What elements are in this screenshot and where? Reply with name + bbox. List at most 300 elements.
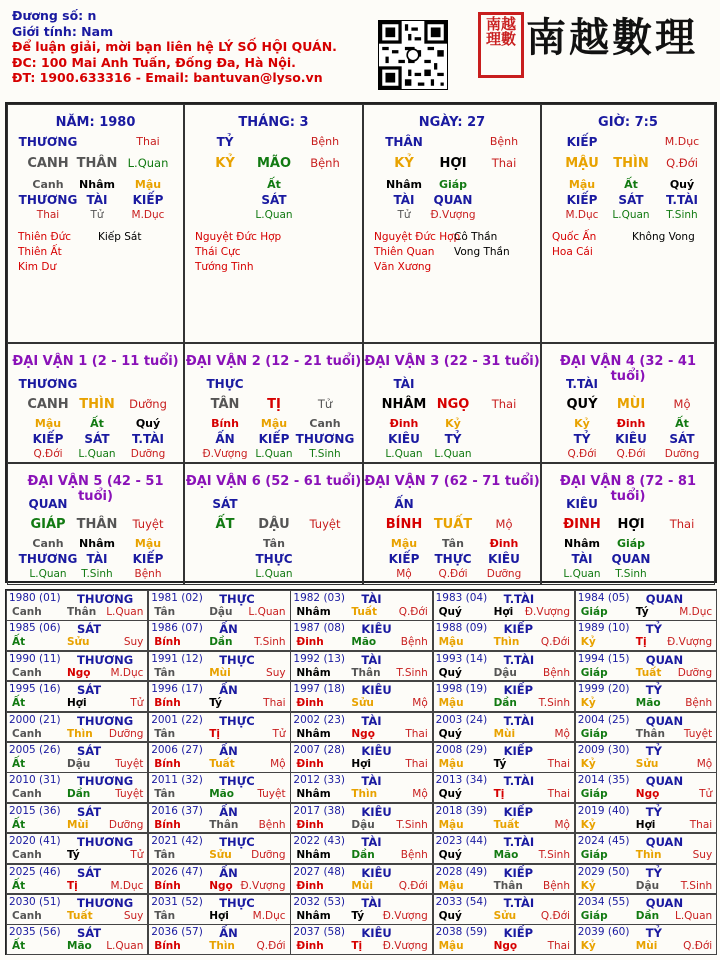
life-stage: Q.Đới bbox=[398, 606, 428, 618]
ten-god: T.TÀI bbox=[503, 713, 535, 728]
cell-item: Đinh bbox=[489, 537, 519, 550]
cell-item: CANH bbox=[27, 156, 69, 171]
cell-item: L.Quan bbox=[255, 568, 293, 580]
ten-god: KIÊU bbox=[361, 683, 392, 698]
stem: Nhâm bbox=[296, 849, 331, 862]
cell-item: CANH bbox=[27, 397, 69, 412]
year-label: 1993 (14) bbox=[435, 652, 488, 665]
branch: Dậu bbox=[209, 606, 233, 618]
life-stage: Mộ bbox=[412, 697, 428, 710]
year-cell bbox=[148, 924, 290, 955]
ten-god: THƯƠNG bbox=[77, 896, 134, 910]
stem: Quý bbox=[438, 727, 462, 740]
star-label: Kim Dư bbox=[18, 261, 57, 273]
ten-god: KIÊU bbox=[361, 622, 392, 637]
cell-item: Thai bbox=[491, 397, 517, 411]
life-stage: Dưỡng bbox=[108, 727, 144, 740]
ten-god: THỰC bbox=[219, 896, 255, 910]
year-label: 2024 (45) bbox=[577, 835, 630, 848]
cell-item: Mậu bbox=[260, 417, 288, 430]
cell-item: KIẾP bbox=[566, 193, 598, 207]
ten-god: ẤN bbox=[219, 865, 238, 880]
life-stage: T.Sinh bbox=[396, 666, 428, 679]
cell-title: THÁNG: 3 bbox=[238, 115, 309, 130]
cell-item: THỰC bbox=[206, 377, 244, 391]
cell-item: NHÂM bbox=[381, 397, 427, 412]
stem: Canh bbox=[12, 606, 42, 618]
stem: Kỷ bbox=[580, 818, 596, 831]
cell-item: Đ.Vượng bbox=[430, 209, 476, 221]
cell-item: THƯƠNG bbox=[295, 432, 355, 446]
star-label: Vong Thần bbox=[454, 246, 510, 258]
year-label: 2011 (32) bbox=[151, 774, 203, 787]
branch: Tuất bbox=[67, 910, 93, 922]
life-stage: Thai bbox=[405, 727, 428, 740]
cell-item: KIẾP bbox=[258, 432, 290, 446]
life-stage: Suy bbox=[123, 636, 144, 649]
ten-god: QUAN bbox=[645, 896, 684, 910]
cell-item: Mậu bbox=[134, 537, 162, 550]
year-label: 2037 (58) bbox=[293, 926, 346, 939]
cell-item: Q.Đới bbox=[33, 448, 63, 460]
life-stage: Tuyệt bbox=[115, 788, 144, 801]
cell-item: Tuyệt bbox=[132, 517, 164, 531]
ten-god: KIÊU bbox=[361, 865, 392, 880]
ten-god: QUAN bbox=[645, 774, 684, 789]
ten-god: SÁT bbox=[77, 865, 102, 880]
cell-item: THỰC bbox=[255, 552, 293, 566]
year-cell bbox=[575, 651, 717, 682]
branch: Tuất bbox=[351, 606, 377, 618]
ten-god: QUAN bbox=[645, 592, 684, 606]
cell-item: Đinh bbox=[616, 417, 646, 430]
dai-van-2 bbox=[184, 343, 363, 463]
cell-item: L.Quan bbox=[78, 448, 116, 460]
year-cell bbox=[433, 742, 575, 773]
year-label: 2025 (46) bbox=[9, 865, 61, 878]
year-label: 2019 (40) bbox=[577, 804, 630, 817]
cell-item: MÙI bbox=[616, 397, 646, 412]
stem: Giáp bbox=[580, 727, 608, 740]
year-label: 2033 (54) bbox=[435, 896, 488, 908]
ten-god: T.TÀI bbox=[503, 774, 535, 789]
cell-item: Kỷ bbox=[574, 417, 590, 430]
cell-item: Dưỡng bbox=[129, 397, 167, 411]
year-cell bbox=[148, 681, 290, 712]
year-label: 1991 (12) bbox=[151, 652, 203, 665]
ten-god: ẤN bbox=[219, 744, 238, 758]
year-cell bbox=[290, 894, 432, 925]
branch: Mùi bbox=[209, 666, 231, 679]
stem: Nhâm bbox=[296, 910, 331, 922]
year-label: 2018 (39) bbox=[435, 804, 488, 817]
year-cell bbox=[433, 833, 575, 864]
cell-item: TỶ bbox=[573, 432, 591, 446]
branch: Mão bbox=[493, 849, 519, 862]
cell-item: T.TÀI bbox=[132, 432, 164, 446]
life-stage: Tử bbox=[130, 697, 144, 710]
year-label: 2022 (43) bbox=[293, 835, 346, 848]
life-stage: Tuyệt bbox=[257, 788, 286, 801]
cell-item: TÀI bbox=[86, 552, 108, 566]
life-stage: L.Quan bbox=[248, 606, 286, 618]
year-label: 2031 (52) bbox=[151, 896, 203, 908]
year-cell bbox=[575, 833, 717, 864]
branch: Dậu bbox=[493, 666, 517, 679]
life-stage: Bệnh bbox=[543, 666, 570, 679]
stem: Ất bbox=[12, 940, 26, 953]
branch: Sửu bbox=[493, 910, 517, 922]
branch: Tị bbox=[351, 940, 363, 953]
branch: Hợi bbox=[67, 697, 87, 710]
life-stage: Suy bbox=[266, 666, 286, 679]
ten-god: T.TÀI bbox=[503, 896, 535, 910]
cell-item: Giáp bbox=[438, 178, 468, 191]
ten-god: SÁT bbox=[77, 804, 102, 819]
branch: Thân bbox=[209, 818, 239, 831]
cell-item: TÀI bbox=[571, 552, 593, 566]
cell-item: Canh bbox=[32, 178, 64, 191]
life-stage: T.Sinh bbox=[254, 636, 286, 649]
ten-god: SÁT bbox=[77, 926, 102, 941]
stem: Kỷ bbox=[580, 636, 596, 649]
life-stage: Mộ bbox=[696, 758, 713, 770]
life-stage: Q.Đới bbox=[398, 879, 428, 892]
life-stage: M.Dục bbox=[679, 606, 713, 618]
life-stage: Thai bbox=[547, 788, 570, 801]
branch: Dậu bbox=[635, 879, 660, 892]
chart-table bbox=[5, 102, 717, 583]
year-cell bbox=[575, 742, 717, 773]
year-label: 1995 (16) bbox=[9, 683, 61, 696]
year-cell bbox=[290, 833, 432, 864]
stem: Giáp bbox=[580, 849, 608, 862]
stem: Quý bbox=[438, 849, 462, 862]
stem: Canh bbox=[12, 849, 42, 862]
dai-van-6 bbox=[184, 463, 363, 585]
branch: Ngọ bbox=[209, 879, 233, 892]
cell-item: T.TÀI bbox=[666, 193, 698, 207]
life-stage: Mộ bbox=[270, 758, 286, 770]
year-label: 2014 (35) bbox=[577, 774, 630, 787]
cell-item: Quý bbox=[135, 417, 161, 430]
ten-god: TÀI bbox=[361, 896, 382, 910]
year-cell bbox=[433, 590, 575, 621]
year-cell bbox=[6, 590, 148, 621]
year-label: 2027 (48) bbox=[293, 865, 346, 878]
cell-item: Tử bbox=[317, 397, 333, 411]
cell-item: TÀI bbox=[393, 193, 415, 207]
life-stage: M.Dục bbox=[252, 910, 286, 922]
life-stage: Tuyệt bbox=[683, 727, 713, 740]
year-label: 2023 (44) bbox=[435, 835, 488, 848]
year-label: 2032 (53) bbox=[293, 896, 346, 908]
cell-item: L.Quan bbox=[612, 209, 650, 221]
year-cell bbox=[433, 864, 575, 895]
branch: Thân bbox=[493, 879, 523, 892]
year-cell bbox=[290, 803, 432, 834]
stem: Bính bbox=[154, 636, 181, 649]
year-cell bbox=[575, 894, 717, 925]
stem: Canh bbox=[12, 666, 42, 679]
stem: Đinh bbox=[296, 758, 324, 770]
life-stage: L.Quan bbox=[674, 910, 713, 922]
year-label: 1985 (06) bbox=[9, 622, 61, 635]
cell-item: T.Sinh bbox=[615, 568, 647, 580]
stem: Nhâm bbox=[296, 727, 331, 740]
ten-god: THỰC bbox=[219, 774, 255, 789]
year-label: 2005 (26) bbox=[9, 744, 61, 756]
cell-item: Dưỡng bbox=[664, 448, 700, 460]
cell-item: KIÊU bbox=[566, 497, 598, 511]
branch: Mùi bbox=[635, 940, 658, 953]
cell-item: MẬU bbox=[565, 156, 599, 171]
cell-title: GIỜ: 7:5 bbox=[598, 115, 658, 130]
cell-title: ĐẠI VẬN 5 (42 - 51 tuổi) bbox=[27, 474, 164, 504]
stem: Mậu bbox=[438, 940, 464, 953]
stem: Ất bbox=[12, 818, 26, 831]
life-stage: Thai bbox=[547, 940, 570, 953]
branch: Thân bbox=[351, 666, 381, 679]
stem: Đinh bbox=[296, 636, 324, 649]
cell-item: GIÁP bbox=[30, 517, 66, 532]
cell-item: Tử bbox=[397, 209, 411, 221]
cell-item: L.Quan bbox=[29, 568, 67, 580]
cell-item: Q.Đới bbox=[438, 568, 468, 580]
seal-text: 南越理數 bbox=[486, 15, 517, 48]
cell-item: TỊ bbox=[267, 397, 281, 412]
cell-title: ĐẠI VẬN 6 (52 - 61 tuổi) bbox=[185, 474, 362, 489]
cell-item: Bệnh bbox=[134, 568, 162, 580]
cell-item: KIẾP bbox=[388, 552, 420, 566]
cell-item: KIẾP bbox=[566, 135, 598, 149]
branch: Sửu bbox=[635, 758, 659, 770]
cell-item: KIÊU bbox=[388, 432, 420, 446]
ten-god: KIÊU bbox=[361, 926, 392, 941]
pillar-4 bbox=[541, 104, 715, 343]
cell-item: M.Dục bbox=[131, 209, 165, 221]
branch: Thân bbox=[635, 727, 665, 740]
stem: Đinh bbox=[296, 940, 324, 953]
year-label: 1997 (18) bbox=[293, 683, 346, 696]
ten-god: TÀI bbox=[361, 592, 382, 606]
year-cell bbox=[433, 924, 575, 955]
branch: Tị bbox=[635, 636, 647, 649]
year-label: 2008 (29) bbox=[435, 744, 488, 756]
branch: Tị bbox=[493, 788, 505, 801]
cell-item: Mộ bbox=[396, 568, 412, 580]
stem: Bính bbox=[154, 940, 181, 953]
dai-van-5 bbox=[7, 463, 184, 585]
qr-code bbox=[378, 20, 448, 90]
branch: Sửu bbox=[67, 636, 90, 649]
ten-god: THƯƠNG bbox=[77, 774, 134, 789]
life-stage: Dưỡng bbox=[251, 849, 286, 862]
cell-item: Bệnh bbox=[489, 135, 519, 148]
cell-item: Tân bbox=[263, 537, 285, 550]
cell-item: L.Quan bbox=[385, 448, 423, 460]
life-stage: Thai bbox=[689, 818, 713, 831]
year-cell bbox=[6, 894, 148, 925]
ten-god: THƯƠNG bbox=[77, 835, 134, 850]
life-stage: M.Dục bbox=[110, 879, 144, 892]
ten-god: KIẾP bbox=[503, 744, 534, 758]
year-label: 2002 (23) bbox=[293, 713, 346, 726]
life-stage: Suy bbox=[692, 849, 713, 862]
stem: Quý bbox=[438, 666, 462, 679]
cell-item: L.Quan bbox=[563, 568, 601, 580]
year-label: 2026 (47) bbox=[151, 865, 203, 878]
cell-item: KIẾP bbox=[132, 193, 164, 207]
year-label: 2039 (60) bbox=[577, 926, 630, 939]
stem: Ất bbox=[12, 758, 26, 770]
star-label: Hoa Cái bbox=[552, 246, 593, 258]
branch: Ngọ bbox=[67, 666, 91, 679]
cell-item: Ất bbox=[624, 178, 638, 191]
year-cell bbox=[433, 620, 575, 651]
branch: Tý bbox=[493, 758, 507, 770]
cell-item: ĐINH bbox=[563, 517, 601, 532]
branch: Mão bbox=[67, 940, 92, 953]
year-cell bbox=[6, 924, 148, 955]
year-cell bbox=[290, 620, 432, 651]
stem: Quý bbox=[438, 606, 462, 618]
year-cell bbox=[148, 833, 290, 864]
cell-item: THÂN bbox=[76, 156, 118, 171]
year-cell bbox=[6, 742, 148, 773]
life-stage: L.Quan bbox=[106, 940, 144, 953]
branch: Thìn bbox=[351, 788, 378, 801]
star-label: Nguyệt Đức Hợp bbox=[374, 231, 461, 243]
cell-item: Q.Đới bbox=[616, 448, 646, 460]
cell-item: Ất bbox=[90, 417, 104, 430]
stem: Kỷ bbox=[580, 697, 596, 710]
life-stage: Thai bbox=[405, 758, 428, 770]
year-label: 1990 (11) bbox=[9, 652, 61, 665]
cell-item: Mộ bbox=[673, 397, 691, 411]
star-label: Tướng Tinh bbox=[195, 261, 254, 273]
stem: Bính bbox=[154, 697, 181, 710]
branch: Thân bbox=[67, 606, 97, 618]
stem: Mậu bbox=[438, 697, 464, 710]
cell-item: Thai bbox=[36, 209, 60, 221]
cell-item: HỢI bbox=[617, 517, 645, 532]
header-line: Đương số: n bbox=[12, 8, 97, 23]
cell-item: QUAN bbox=[611, 552, 651, 566]
cell-item: NGỌ bbox=[436, 397, 470, 412]
life-stage: Mộ bbox=[554, 818, 570, 831]
ten-god: TÀI bbox=[361, 713, 382, 728]
year-label: 1998 (19) bbox=[435, 683, 488, 696]
header-line: Để luận giải, mời bạn liên hệ LÝ SỐ HỘI QUÁN. bbox=[12, 39, 337, 54]
year-cell bbox=[290, 772, 432, 803]
year-cell bbox=[575, 772, 717, 803]
cell-item: SÁT bbox=[261, 193, 287, 207]
ten-god: TỶ bbox=[645, 926, 662, 941]
life-stage: Q.Đới bbox=[540, 910, 570, 922]
year-cell bbox=[290, 924, 432, 955]
year-label: 1992 (13) bbox=[293, 652, 346, 665]
year-cell bbox=[148, 742, 290, 773]
year-cell bbox=[290, 742, 432, 773]
branch: Tuất bbox=[209, 758, 235, 770]
cell-title: ĐẠI VẬN 3 (22 - 31 tuổi) bbox=[364, 354, 540, 369]
ten-god: THỰC bbox=[219, 835, 255, 850]
branch: Tý bbox=[209, 697, 222, 710]
stem: Mậu bbox=[438, 636, 464, 649]
cell-item: Tử bbox=[90, 209, 104, 221]
year-cell bbox=[6, 681, 148, 712]
cell-item: Giáp bbox=[616, 537, 646, 550]
stem: Canh bbox=[12, 910, 42, 922]
stem: Tân bbox=[154, 666, 176, 679]
cell-item: L.Quan bbox=[127, 156, 169, 170]
life-stage: Bệnh bbox=[400, 849, 428, 862]
star-label: Văn Xương bbox=[374, 261, 432, 273]
cell-item: Q.Đới bbox=[666, 156, 698, 170]
life-stage: Đ.Vượng bbox=[382, 910, 428, 922]
stem: Quý bbox=[438, 788, 462, 801]
ten-god: KIẾP bbox=[503, 683, 534, 698]
cell-item: Nhâm bbox=[564, 537, 600, 550]
branch: Mão bbox=[635, 697, 661, 710]
cell-item: Nhâm bbox=[79, 537, 115, 550]
branch: Tị bbox=[209, 727, 220, 740]
cell-item: TÂN bbox=[210, 397, 240, 412]
year-label: 1982 (03) bbox=[293, 592, 346, 604]
year-label: 1986 (07) bbox=[151, 622, 203, 635]
ten-god: KIẾP bbox=[503, 622, 534, 637]
life-stage: Q.Đới bbox=[256, 940, 286, 953]
life-stage: Q.Đới bbox=[683, 940, 713, 953]
branch: Thìn bbox=[209, 940, 235, 953]
cell-item: M.Dục bbox=[664, 135, 700, 148]
life-stage: T.Sinh bbox=[396, 818, 428, 831]
cell-item: Bính bbox=[211, 417, 239, 430]
cell-title: ĐẠI VẬN 2 (12 - 21 tuổi) bbox=[185, 354, 362, 369]
life-stage: Q.Đới bbox=[540, 636, 570, 649]
cell-item: THÂN bbox=[385, 135, 423, 149]
year-label: 2035 (56) bbox=[9, 926, 61, 939]
year-label: 2012 (33) bbox=[293, 774, 346, 787]
cell-item: THỰC bbox=[434, 552, 472, 566]
pillar-3 bbox=[363, 104, 541, 343]
header-line: ĐC: 100 Mai Anh Tuấn, Đống Đa, Hà Nội. bbox=[12, 54, 296, 70]
cell-item: Ất bbox=[675, 417, 689, 430]
year-cell bbox=[6, 620, 148, 651]
year-cell bbox=[433, 651, 575, 682]
year-cell bbox=[6, 833, 148, 864]
stem: Kỷ bbox=[580, 879, 596, 892]
cell-item: Bệnh bbox=[310, 156, 340, 170]
cell-item: SÁT bbox=[212, 497, 238, 511]
cell-item: T.Sinh bbox=[666, 209, 698, 221]
stem: Tân bbox=[154, 606, 176, 618]
year-label: 1981 (02) bbox=[151, 592, 203, 604]
branch: Hợi bbox=[635, 818, 656, 831]
year-cell bbox=[6, 864, 148, 895]
pillar-2 bbox=[184, 104, 363, 343]
ten-god: TỶ bbox=[645, 744, 662, 758]
cell-item: KIÊU bbox=[488, 552, 520, 566]
life-stage: Tuyệt bbox=[115, 758, 144, 770]
life-stage: Bệnh bbox=[400, 636, 428, 649]
ten-god: TÀI bbox=[361, 774, 382, 789]
year-label: 2038 (59) bbox=[435, 926, 488, 939]
year-cell bbox=[6, 772, 148, 803]
branch: Mão bbox=[209, 788, 234, 801]
star-label: Thiên Đức bbox=[18, 231, 72, 243]
